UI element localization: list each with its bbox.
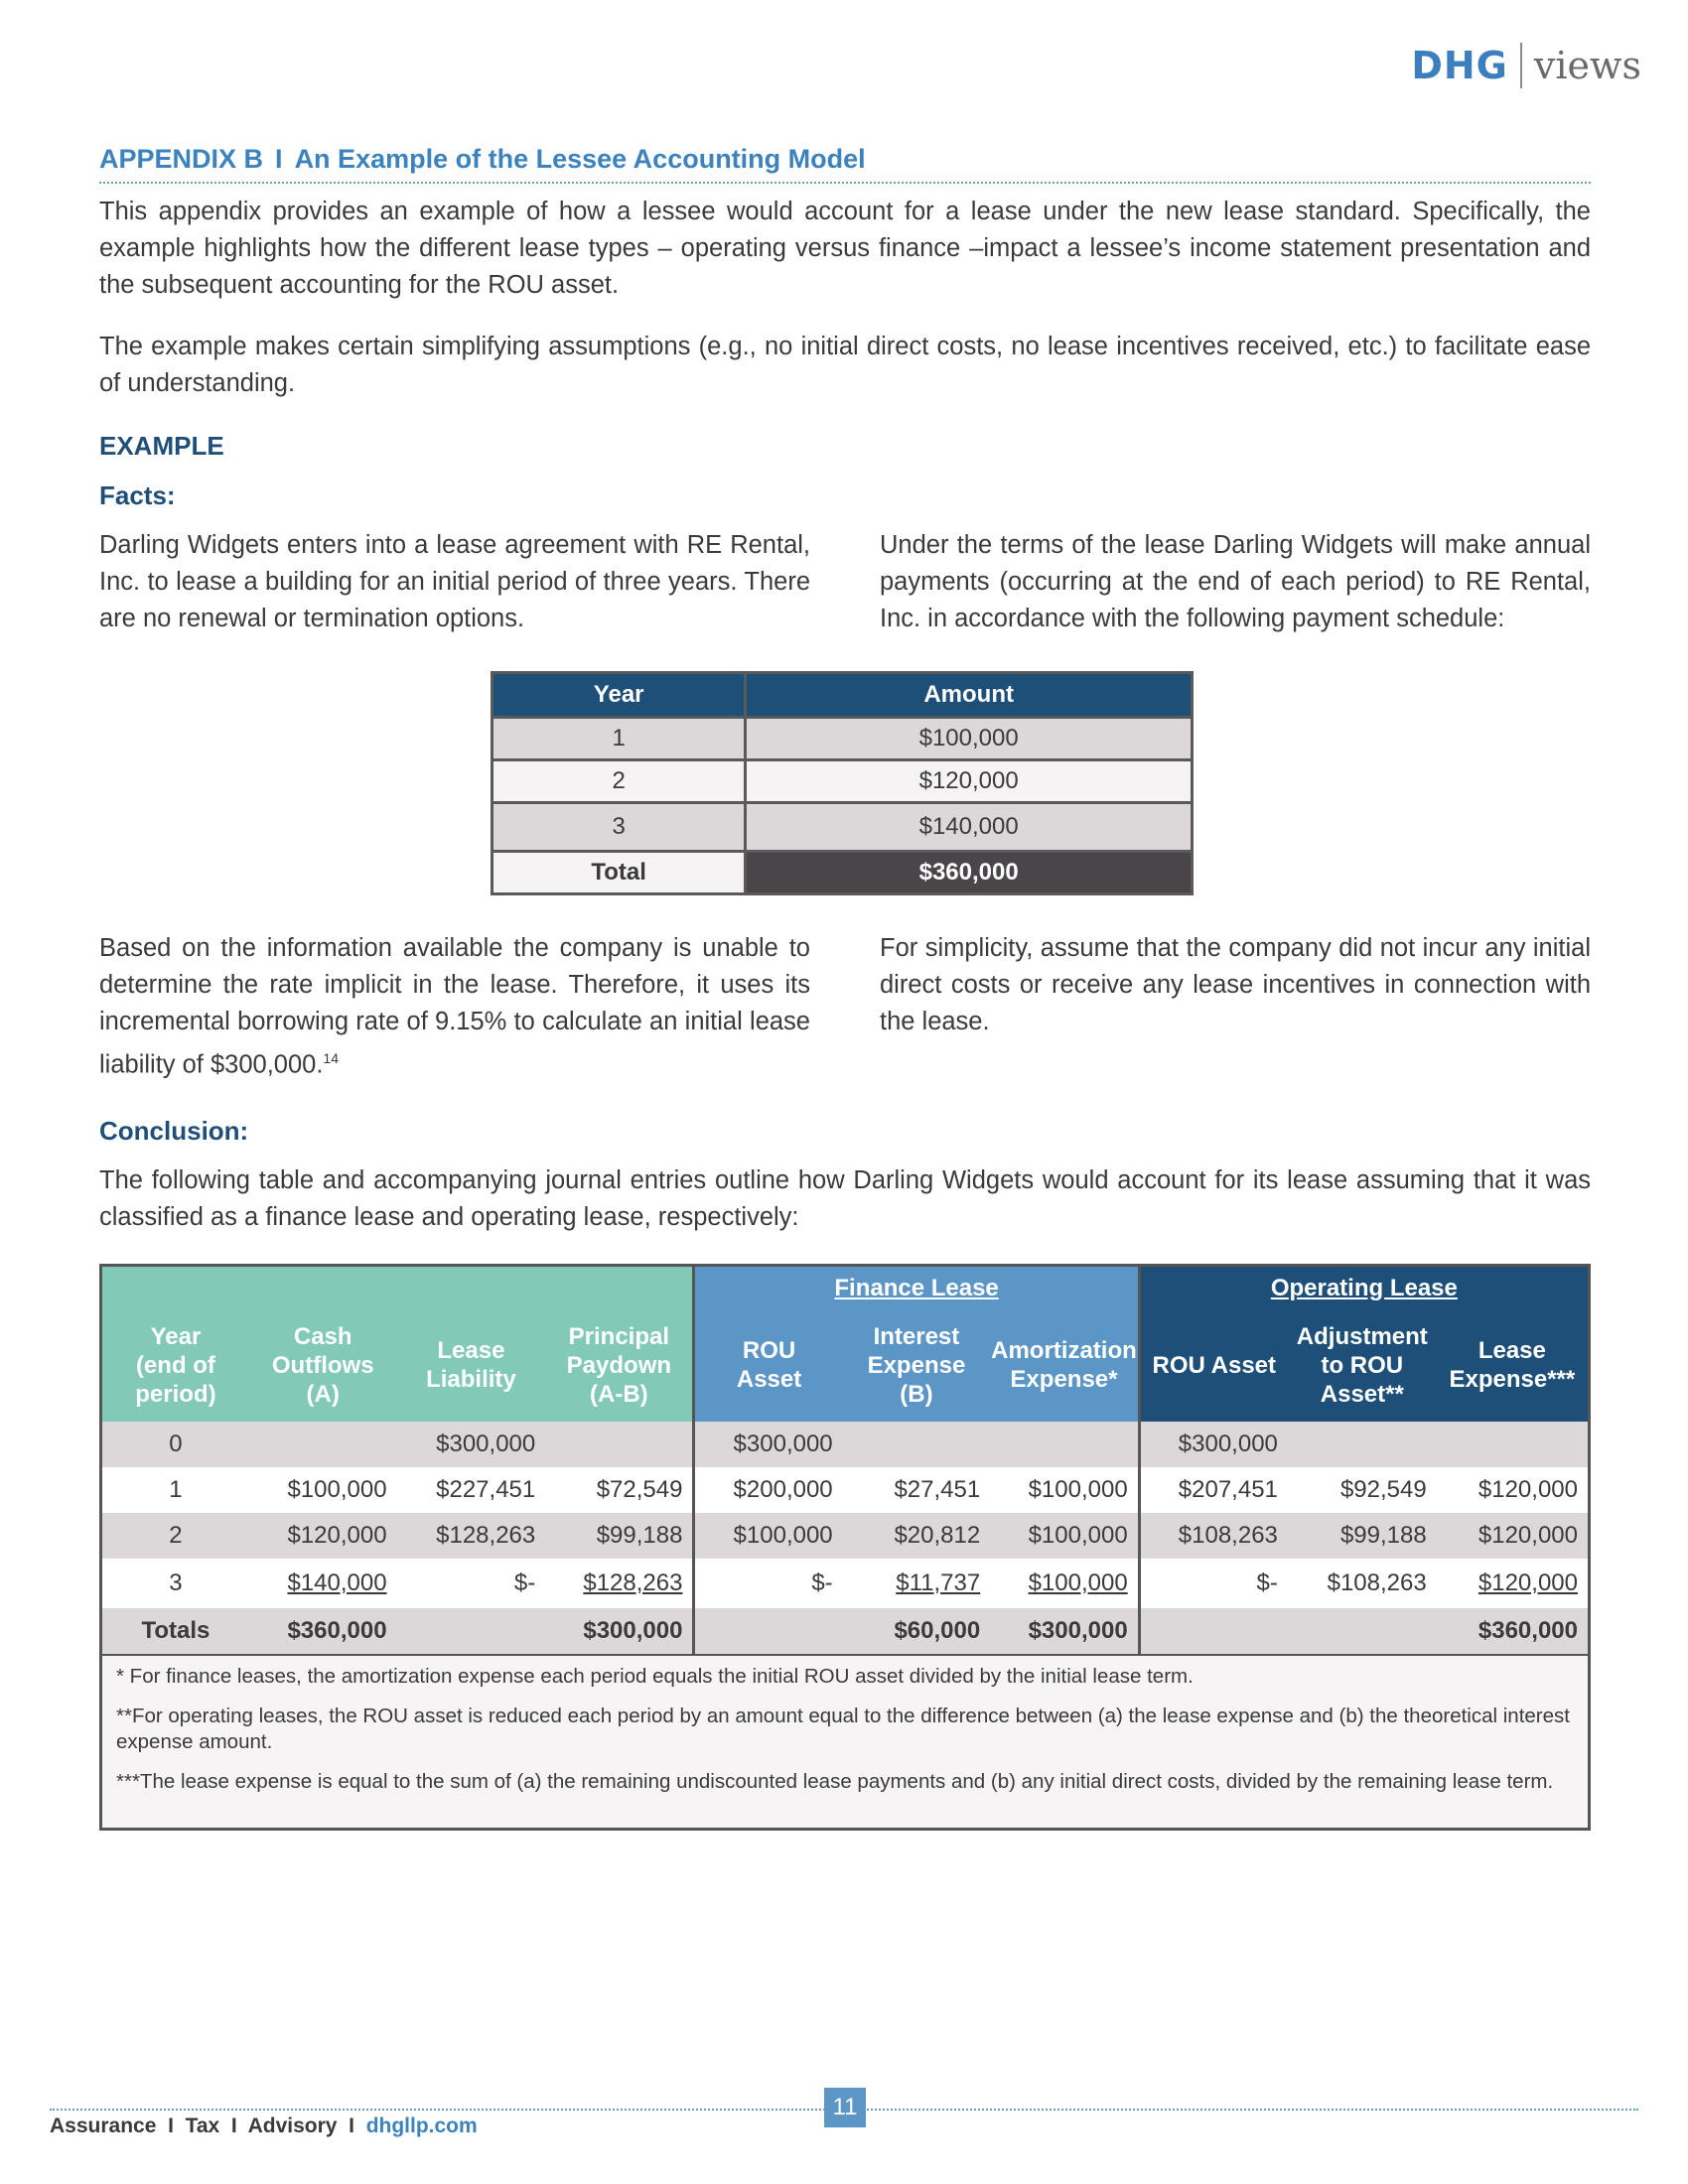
cell: $227,451 xyxy=(397,1467,546,1513)
cell: 1 xyxy=(101,1467,249,1513)
intro-paragraph-2: The example makes certain simplifying assumptions (e.g., no initial direct costs, no lease incentives received, etc.) to facilitate ease of understanding. xyxy=(99,333,1591,397)
dhg-views-logo xyxy=(1411,40,1641,91)
facts-left-text: Darling Widgets enters into a lease agreement with RE Rental, Inc. to lease a building for an initial period of three years. There are no renewal or termination options. xyxy=(99,531,810,632)
cell xyxy=(843,1422,991,1467)
cell xyxy=(1139,1608,1288,1656)
schedule-row xyxy=(492,760,1193,803)
cell: $300,000 xyxy=(694,1422,843,1467)
footer-website-link[interactable]: dhgllp.com xyxy=(365,2115,478,2137)
cell: $120,000 xyxy=(249,1513,397,1559)
footer-assurance: Assurance xyxy=(50,2115,157,2137)
group-finance-lease: Finance Lease xyxy=(694,1266,1139,1309)
cell: $100,000 xyxy=(990,1513,1139,1559)
assumptions-left-body: Based on the information available the company is unable to determine the rate implicit in the lease. Therefore, it uses its incremental borrowing rate of 9.15% to calculate an initial lease liability of $300,000. xyxy=(99,934,810,1079)
appendix-heading xyxy=(99,144,866,175)
cell: $27,451 xyxy=(843,1467,991,1513)
footer-sep: I xyxy=(349,2115,355,2137)
col-operating-rou-asset-header: ROU Asset xyxy=(1139,1308,1288,1422)
conclusion-paragraph: The following table and accompanying journal entries outline how Darling Widgets would account for its lease assuming that it was classified as a finance lease and operating lease, respectively: xyxy=(99,1166,1591,1231)
cell: $108,263 xyxy=(1139,1513,1288,1559)
cell: $120,000 xyxy=(1437,1467,1590,1513)
intro-paragraph-1: This appendix provides an example of how a lessee would account for a lease under the new lease standard. Specifically, the example highlights how the different lease types – operating versus finance –impact a lessee’s income statement presentation and the subsequent accounting for the ROU asset. xyxy=(99,198,1591,299)
cell: $20,812 xyxy=(843,1513,991,1559)
lease-group-header-row xyxy=(101,1266,1590,1309)
group-operating-lease: Operating Lease xyxy=(1139,1266,1589,1309)
cell: $72,549 xyxy=(545,1467,694,1513)
col-lease-expense-header: Lease Expense*** xyxy=(1437,1308,1590,1422)
schedule-amount: $140,000 xyxy=(746,803,1193,852)
cell: $300,000 xyxy=(990,1608,1139,1656)
schedule-header-row xyxy=(492,673,1193,718)
cell: $360,000 xyxy=(1437,1608,1590,1656)
lease-column-header-row xyxy=(101,1308,1590,1422)
assumptions-left-text xyxy=(99,930,810,1084)
lease-row-year-3 xyxy=(101,1559,1590,1608)
footnote-ref: 14 xyxy=(323,1050,339,1066)
cell: 3 xyxy=(101,1559,249,1608)
schedule-total-row xyxy=(492,852,1193,894)
cell: $300,000 xyxy=(1139,1422,1288,1467)
logo-views: views xyxy=(1533,44,1641,87)
cell: $11,737 xyxy=(843,1559,991,1608)
cell xyxy=(249,1422,397,1467)
heading-divider xyxy=(99,182,1591,184)
cell: $108,263 xyxy=(1288,1559,1437,1608)
schedule-year: 1 xyxy=(492,718,746,760)
cell: 2 xyxy=(101,1513,249,1559)
appendix-separator: I xyxy=(275,144,283,174)
appendix-label: APPENDIX B xyxy=(99,144,264,174)
footer-services xyxy=(50,2115,478,2138)
col-year-header: Year (end of period) xyxy=(101,1308,249,1422)
schedule-amount: $100,000 xyxy=(746,718,1193,760)
col-finance-rou-asset-header: ROU Asset xyxy=(694,1308,843,1422)
payment-schedule-table xyxy=(491,671,1194,895)
lease-accounting-table xyxy=(99,1264,1591,1657)
lease-row-year-2 xyxy=(101,1513,1590,1559)
cell: $- xyxy=(694,1559,843,1608)
cell xyxy=(694,1608,843,1656)
cell: $120,000 xyxy=(1437,1513,1590,1559)
col-principal-paydown-header: Principal Paydown (A-B) xyxy=(545,1308,694,1422)
cell: $300,000 xyxy=(545,1608,694,1656)
cell: $92,549 xyxy=(1288,1467,1437,1513)
totals-label: Totals xyxy=(101,1608,249,1656)
col-amortization-expense-header: Amortization Expense* xyxy=(990,1308,1139,1422)
col-lease-liability-header: Lease Liability xyxy=(397,1308,546,1422)
footer-sep: I xyxy=(168,2115,174,2137)
schedule-total-label: Total xyxy=(492,852,746,894)
cell: $200,000 xyxy=(694,1467,843,1513)
group-blank xyxy=(101,1266,694,1309)
page-number: 11 xyxy=(824,2088,866,2127)
col-adjustment-header: Adjustment to ROU Asset** xyxy=(1288,1308,1437,1422)
cell: $60,000 xyxy=(843,1608,991,1656)
cell xyxy=(1288,1422,1437,1467)
cell: $128,263 xyxy=(397,1513,546,1559)
cell: $300,000 xyxy=(397,1422,546,1467)
footer-sep: I xyxy=(230,2115,237,2137)
lease-row-year-0 xyxy=(101,1422,1590,1467)
cell: $- xyxy=(397,1559,546,1608)
schedule-amount: $120,000 xyxy=(746,760,1193,803)
cell: $100,000 xyxy=(249,1467,397,1513)
cell: $100,000 xyxy=(990,1559,1139,1608)
footnote-lease-expense: ***The lease expense is equal to the sum of (a) the remaining undiscounted lease payments and (b) any initial direct costs, divided by the remaining lease term. xyxy=(116,1770,1554,1793)
cell: $120,000 xyxy=(1437,1559,1590,1608)
cell: $100,000 xyxy=(990,1467,1139,1513)
cell: $100,000 xyxy=(694,1513,843,1559)
lease-totals-row xyxy=(101,1608,1590,1656)
cell: 0 xyxy=(101,1422,249,1467)
schedule-header-amount: Amount xyxy=(746,673,1193,718)
cell xyxy=(1288,1608,1437,1656)
cell: $128,263 xyxy=(545,1559,694,1608)
example-heading: EXAMPLE xyxy=(99,431,224,461)
footer-advisory: Advisory xyxy=(247,2115,338,2137)
facts-heading: Facts: xyxy=(99,480,176,510)
cell xyxy=(990,1422,1139,1467)
schedule-year: 2 xyxy=(492,760,746,803)
footnote-operating-rou: **For operating leases, the ROU asset is reduced each period by an amount equal to the difference between (a) the lease expense and (b) the theoretical interest expense amount. xyxy=(116,1705,1570,1753)
schedule-header-year: Year xyxy=(492,673,746,718)
logo-dhg: DHG xyxy=(1411,44,1508,87)
schedule-year: 3 xyxy=(492,803,746,852)
schedule-row xyxy=(492,803,1193,852)
facts-right-text: Under the terms of the lease Darling Widgets will make annual payments (occurring at the end of each period) to RE Rental, Inc. in accordance with the following payment schedule: xyxy=(880,531,1591,632)
col-cash-outflows-header: Cash Outflows (A) xyxy=(249,1308,397,1422)
table-footnotes xyxy=(99,1656,1591,1831)
cell: $- xyxy=(1139,1559,1288,1608)
schedule-row xyxy=(492,718,1193,760)
cell: $207,451 xyxy=(1139,1467,1288,1513)
schedule-total-amount: $360,000 xyxy=(746,852,1193,894)
assumptions-right-text: For simplicity, assume that the company did not incur any initial direct costs or receive any lease incentives in connection with the lease. xyxy=(880,934,1591,1035)
cell xyxy=(397,1608,546,1656)
footer-tax: Tax xyxy=(185,2115,220,2137)
cell xyxy=(1437,1422,1590,1467)
cell: $99,188 xyxy=(545,1513,694,1559)
appendix-title: An Example of the Lessee Accounting Model xyxy=(294,144,866,174)
cell: $360,000 xyxy=(249,1608,397,1656)
col-interest-expense-header: Interest Expense (B) xyxy=(843,1308,991,1422)
cell: $99,188 xyxy=(1288,1513,1437,1559)
lease-row-year-1 xyxy=(101,1467,1590,1513)
conclusion-heading: Conclusion: xyxy=(99,1116,249,1146)
cell xyxy=(545,1422,694,1467)
footnote-finance: * For finance leases, the amortization expense each period equals the initial ROU asset divided by the initial lease term. xyxy=(116,1665,1194,1688)
logo-divider xyxy=(1520,43,1522,88)
cell: $140,000 xyxy=(249,1559,397,1608)
